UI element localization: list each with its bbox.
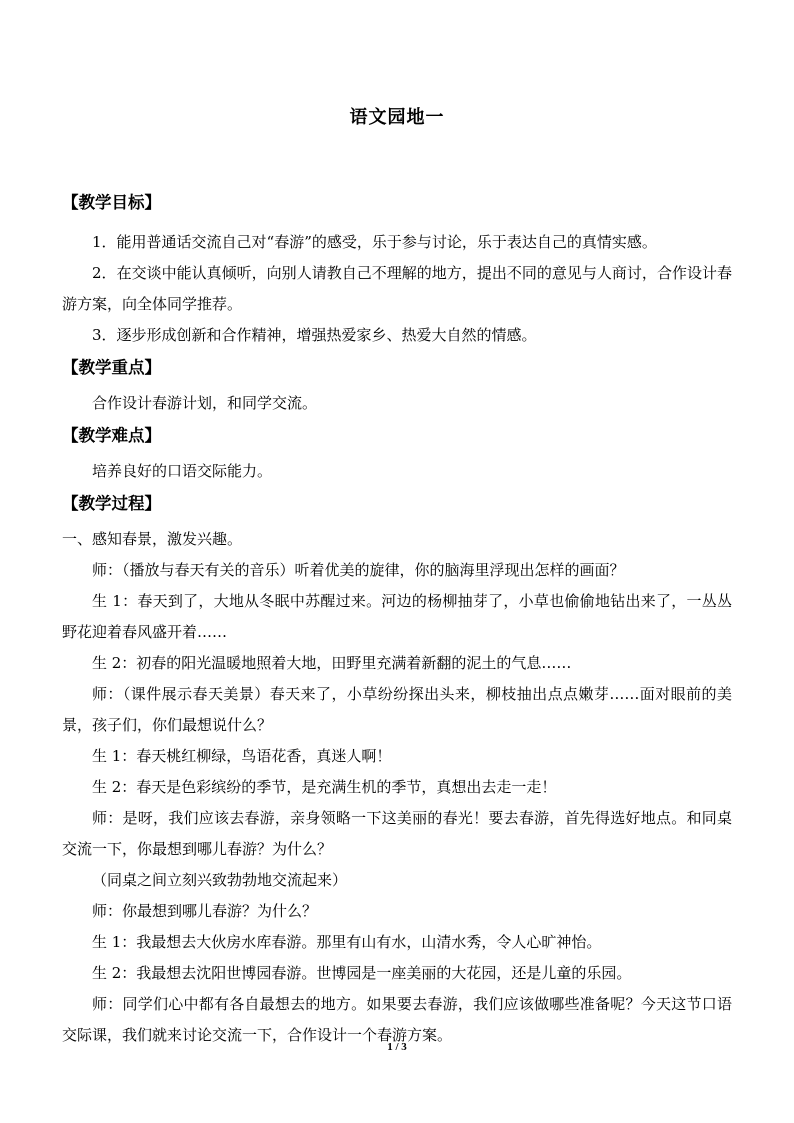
dialogue-line: 生 1：春天桃红柳绿，鸟语花香，真迷人啊！ <box>92 747 392 765</box>
dialogue-line: 生 1：我最想去大伙房水库春游。那里有山有水，山清水秀，令人心旷神怡。 <box>92 933 602 951</box>
dialogue-line: 生 2：春天是色彩缤纷的季节，是充满生机的季节，真想出去走一走！ <box>92 778 557 796</box>
dialogue-line: 生 2：我最想去沈阳世博园春游。世博园是一座美丽的大花园，还是儿童的乐园。 <box>92 964 632 982</box>
document-body <box>62 186 732 1051</box>
dialogue-line: 师：是呀，我们应该去春游，亲身领略一下这美丽的春光！要去春游，首先得选好地点。和同桌交流一下，你最想到哪儿春游？为什么？ <box>62 809 732 858</box>
section-heading-goals: 【教学目标】 <box>62 193 161 212</box>
goal-item: 1．能用普通话交流自己对“春游”的感受，乐于参与讨论，乐于表达自己的真情实感。 <box>92 233 657 251</box>
section-heading-difficulties: 【教学难点】 <box>62 426 161 445</box>
dialogue-line: 生 2：初春的阳光温暖地照着大地，田野里充满着新翻的泥土的气息…… <box>92 654 572 672</box>
dialogue-line: 生 1：春天到了，大地从冬眠中苏醒过来。河边的杨柳抽芽了，小草也偷偷地钻出来了，一丛丛野花迎着春风盛开着…… <box>62 592 732 641</box>
page-number: 1 / 3 <box>387 1041 407 1053</box>
goal-item: 2．在交谈中能认真倾听，向别人请教自己不理解的地方，提出不同的意见与人商讨，合作设计春游方案，向全体同学推荐。 <box>62 264 732 313</box>
document-title: 语文园地一 <box>349 107 445 128</box>
section-heading-key-points: 【教学重点】 <box>62 358 161 377</box>
section-heading-process: 【教学过程】 <box>62 494 161 513</box>
goal-item: 3．逐步形成创新和合作精神，增强热爱家乡、热爱大自然的情感。 <box>92 326 537 344</box>
dialogue-line: 师：（播放与春天有关的音乐）听着优美的旋律，你的脑海里浮现出怎样的画面？ <box>92 561 625 579</box>
difficulties-text: 培养良好的口语交际能力。 <box>92 462 273 480</box>
dialogue-line: 师：同学们心中都有各自最想去的地方。如果要去春游，我们应该做哪些准备呢？今天这节口语交际课，我们就来讨论交流一下，合作设计一个春游方案。 <box>62 995 732 1044</box>
process-step-heading: 一、感知春景，激发兴趣。 <box>62 530 243 548</box>
dialogue-line: （同桌之间立刻兴致勃勃地交流起来） <box>92 871 348 889</box>
dialogue-line: 师：（课件展示春天美景）春天来了，小草纷纷探出头来，柳枝抽出点点嫩芽……面对眼前的美景，孩子们，你们最想说什么？ <box>62 685 732 734</box>
dialogue-line: 师：你最想到哪儿春游？为什么？ <box>92 902 318 920</box>
key-points-text: 合作设计春游计划，和同学交流。 <box>92 394 318 412</box>
